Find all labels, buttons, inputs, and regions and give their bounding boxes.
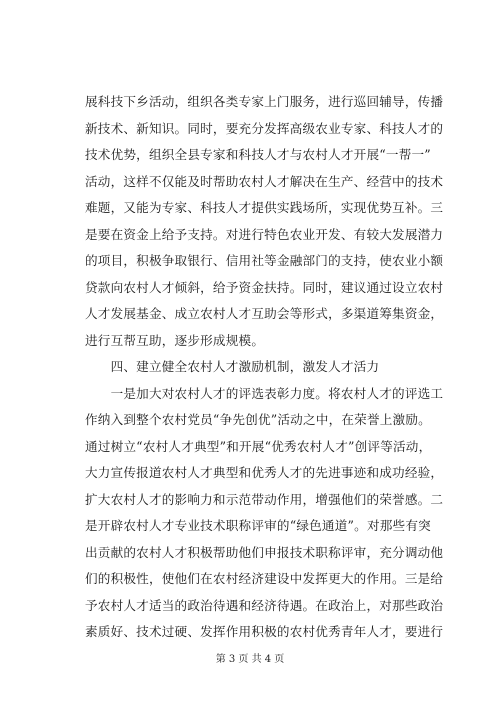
text-line: 活动，这样不仅能及时帮助农村人才解决在生产、经营中的技术: [85, 173, 444, 189]
text-line: 通过树立“农村人才典型”和开展“优秀农村人才”创评等活动，: [85, 438, 432, 454]
section-heading: 四、建立健全农村人才激励机制，激发人才活力: [85, 359, 380, 374]
text-line: 大力宣传报道农村人才典型和优秀人才的先进事迹和成功经验，: [85, 465, 444, 480]
text-line: 贷款向农村人才倾斜，给予资金扶持。同时，建议通过设立农村: [85, 279, 444, 295]
text-line: 出贡献的农村人才积极帮助他们申报技术职称评审，充分调动他: [85, 544, 444, 560]
text-line: 素质好、技术过硬、发挥作用积极的农村优秀青年人才，要进行: [85, 624, 444, 639]
text-line: 技术优势，组织全县专家和科技人才与农村人才开展“一帮一”: [85, 147, 431, 162]
text-line: 是开辟农村人才专业技术职称评审的“绿色通道”。对那些有突: [85, 518, 431, 533]
text-line: 予农村人才适当的政治待遇和经济待遇。在政治上，对那些政治: [85, 597, 444, 613]
text-line: 的项目，积极争取银行、信用社等金融部门的支持，使农业小额: [85, 253, 444, 268]
text-line: 进行互帮互助，逐步形成规模。: [85, 332, 265, 348]
text-line: 是要在资金上给予支持。对进行特色农业开发、有较大发展潜力: [85, 226, 444, 242]
text-line: 作纳入到整个农村党员“争先创优”活动之中，在荣誉上激励。: [85, 412, 431, 427]
text-line: 们的积极性，使他们在农村经济建设中发挥更大的作用。三是给: [85, 571, 444, 586]
text-line: 一是加大对农村人才的评选表彰力度。将农村人才的评选工: [85, 385, 444, 401]
body-text: [85, 89, 444, 646]
text-line: 人才发展基金、成立农村人才互助会等形式，多渠道筹集资金，: [85, 306, 444, 321]
text-line: 展科技下乡活动，组织各类专家上门服务，进行巡回辅导，传播: [85, 94, 444, 109]
page-number-footer: 第 3 页 共 4 页: [215, 654, 285, 665]
text-line: 难题，又能为专家、科技人才提供实践场所，实现优势互补。三: [85, 200, 444, 215]
text-line: 扩大农村人才的影响力和示范带动作用，增强他们的荣誉感。二: [85, 491, 444, 507]
text-line: 新技术、新知识。同时，要充分发挥高级农业专家、科技人才的: [85, 120, 444, 136]
